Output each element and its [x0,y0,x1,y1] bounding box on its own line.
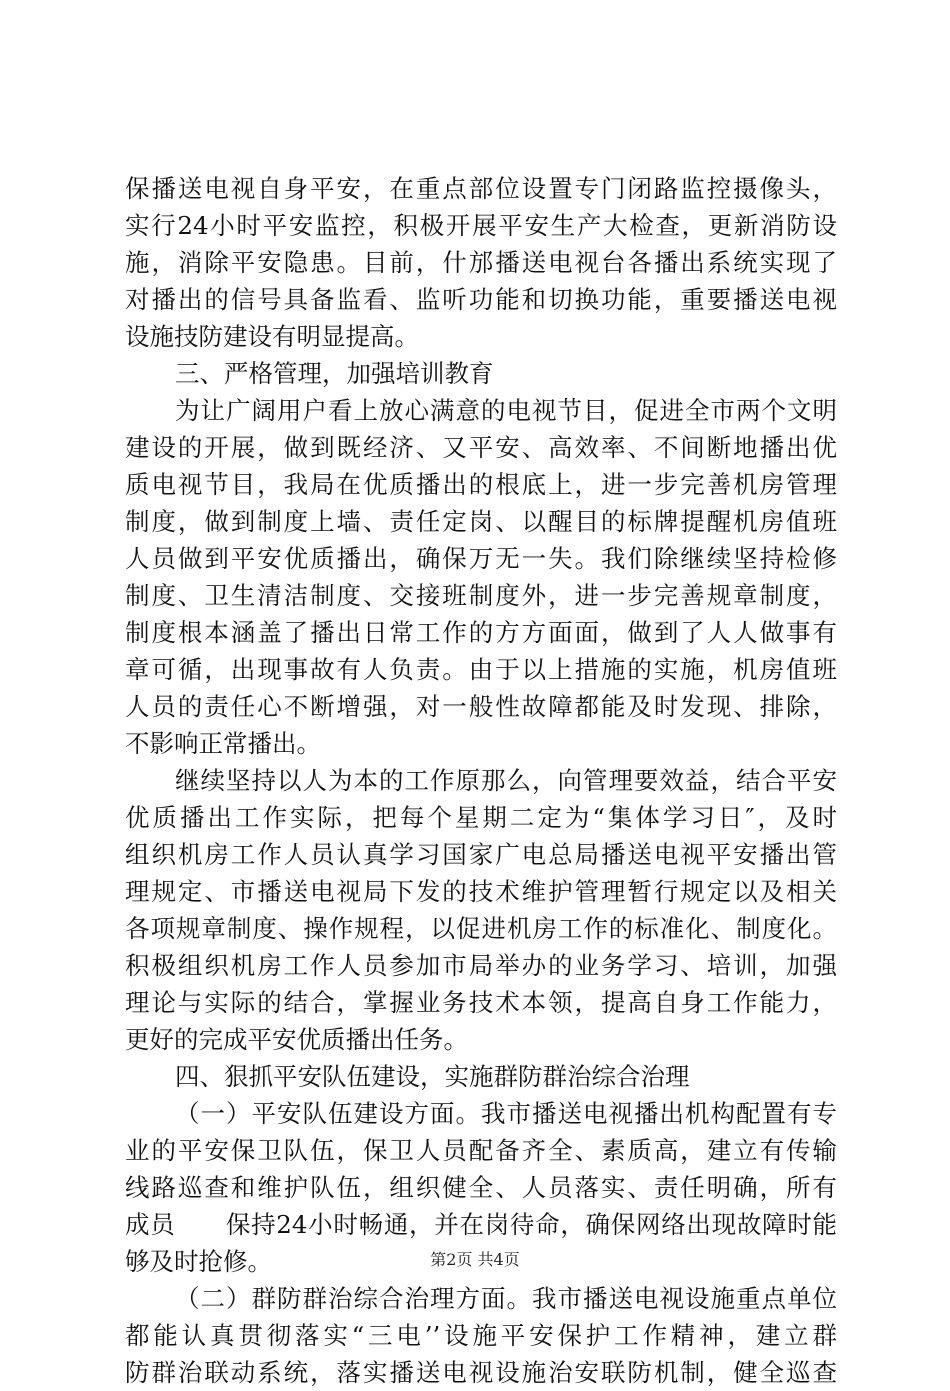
section-heading: 三、严格管理，加强培训教育 [175,359,494,388]
body-text [125,170,837,1391]
section-heading: 四、狠抓平安队伍建设，实施群防群治综合治理 [175,1062,690,1091]
text-line: 不影响正常播出。 [125,729,321,758]
text-line: 制度根本涵盖了播出日常工作的方方面面，做到了人人做事有 [125,618,837,647]
text-line: 质电视节目，我局在优质播出的根底上，进一步完善机房管理 [125,470,837,499]
text-line: 都能认真贯彻落实“三电’’设施平安保护工作精神，建立群 [125,1321,837,1350]
text-line: 对播出的信号具备监看、监听功能和切换功能，重要播送电视 [125,285,837,314]
text-line: 线路巡查和维护队伍，组织健全、人员落实、责任明确，所有 [125,1173,837,1202]
text-line: 人员做到平安优质播出，确保万无一失。我们除继续坚持检修 [125,544,837,573]
text-line: 优质播出工作实际，把每个星期二定为“集体学习日″，及时 [125,803,837,832]
text-line: 积极组织机房工作人员参加市局举办的业务学习、培训，加强 [125,951,837,980]
text-line: 够及时抢修。 [125,1247,272,1276]
text-line: （一）平安队伍建设方面。我市播送电视播出机构配置有专 [175,1099,837,1128]
text-line: 实行24小时平安监控，积极开展平安生产大检查，更新消防设 [125,211,837,240]
text-line: 建设的开展，做到既经济、又平安、高效率、不间断地播出优 [125,433,837,462]
text-line: 继续坚持以人为本的工作原那么，向管理要效益，结合平安 [175,766,837,795]
text-line: 成员 保持24小时畅通，并在岗待命，确保网络出现故障时能 [125,1210,837,1239]
text-line: 理规定、市播送电视局下发的技术维护管理暂行规定以及相关 [125,877,837,906]
text-line: 保播送电视自身平安，在重点部位设置专门闭路监控摄像头， [125,174,837,203]
text-line: 理论与实际的结合，掌握业务技术本领，提高自身工作能力， [125,988,837,1017]
text-line: 为让广阔用户看上放心满意的电视节目，促进全市两个文明 [175,396,837,425]
text-line: 制度，做到制度上墙、责任定岗、以醒目的标牌提醒机房值班 [125,507,837,536]
text-line: 各项规章制度、操作规程，以促进机房工作的标准化、制度化。 [125,914,837,943]
page-footer [0,1250,950,1270]
text-line: （二）群防群治综合治理方面。我市播送电视设施重点单位 [175,1284,837,1313]
text-line: 章可循，出现事故有人负责。由于以上措施的实施，机房值班 [125,655,837,684]
text-line: 更好的完成平安优质播出任务。 [125,1025,468,1054]
page-number: 第2页 共4页 [430,1250,520,1269]
text-line: 设施技防建设有明显提高。 [125,322,419,351]
text-line: 施，消除平安隐患。目前，什邡播送电视台各播出系统实现了 [125,248,837,277]
text-line: 组织机房工作人员认真学习国家广电总局播送电视平安播出管 [125,840,837,869]
text-line: 业的平安保卫队伍，保卫人员配备齐全、素质高，建立有传输 [125,1136,837,1165]
text-line: 防群治联动系统，落实播送电视设施治安联防机制，健全巡查 [125,1358,837,1387]
text-line: 人员的责任心不断增强，对一般性故障都能及时发现、排除， [125,692,837,721]
text-line: 制度、卫生清洁制度、交接班制度外，进一步完善规章制度， [125,581,837,610]
